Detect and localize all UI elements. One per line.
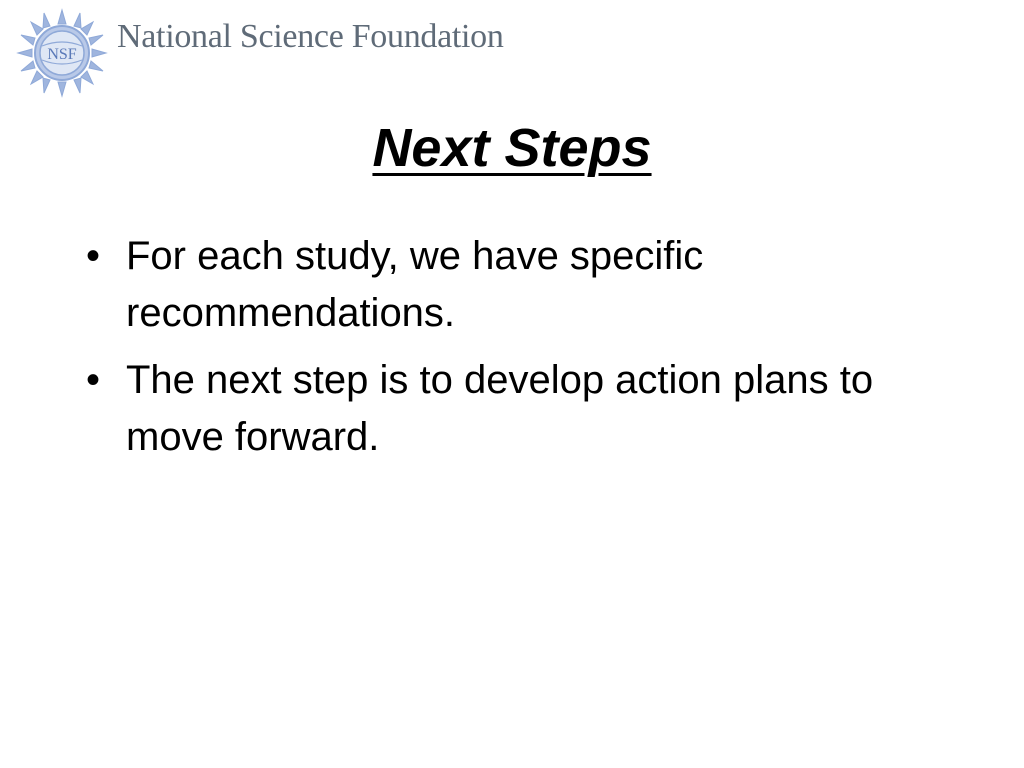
nsf-seal-icon: [16, 8, 108, 98]
organization-name: National Science Foundation: [117, 18, 504, 55]
bullet-list: [86, 228, 946, 476]
bullet-text: For each study, we have specific recommendations.: [126, 234, 704, 335]
slide-title: [0, 117, 1024, 179]
bullet-item: [86, 228, 946, 342]
bullet-item: [86, 352, 946, 466]
slide-title-text: Next Steps: [372, 118, 652, 178]
bullet-text: The next step is to develop action plans to move forward.: [126, 358, 874, 459]
bullet-marker: •: [86, 358, 101, 402]
bullet-marker: •: [86, 234, 101, 278]
svg-text:NSF: NSF: [47, 46, 77, 63]
